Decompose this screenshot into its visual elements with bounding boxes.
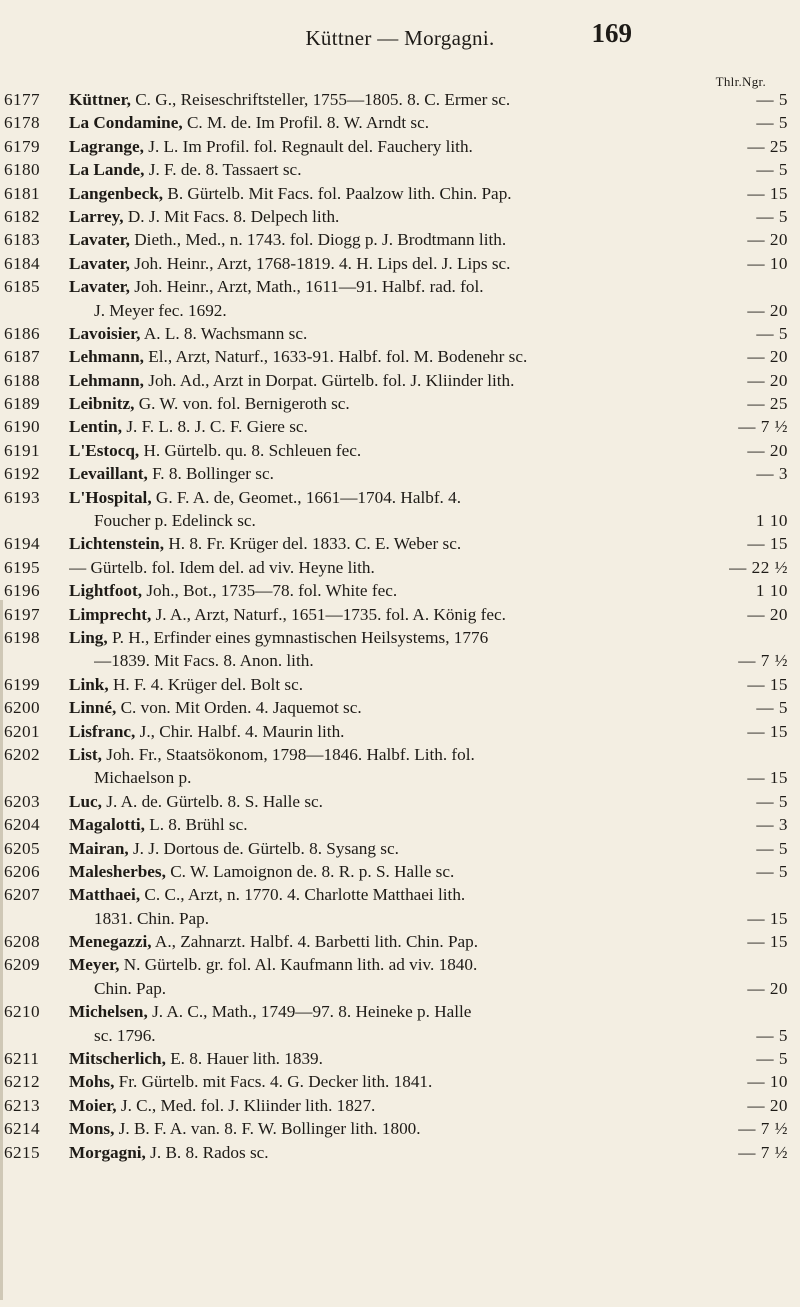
entry-line [0, 205, 800, 228]
catalog-entry [0, 696, 800, 719]
entry-text [69, 1141, 726, 1164]
entry-name: Mairan, [69, 838, 129, 858]
price-column-heading: Thlr.Ngr. [715, 74, 766, 89]
entry-number: 6206 [4, 861, 40, 881]
entry-description: H. F. 4. Krüger del. Bolt sc. [108, 674, 304, 694]
entry-price: — 5 [756, 113, 788, 133]
entry-price: — 5 [756, 861, 788, 881]
entry-description: J. C., Med. fol. J. Kliinder lith. 1827. [116, 1095, 376, 1115]
entry-text [69, 252, 726, 275]
entry-name: La Condamine, [69, 113, 183, 133]
entry-number: 6200 [4, 698, 40, 718]
entry-description: C. W. Lamoignon de. 8. R. p. S. Halle sc. [165, 861, 455, 881]
entry-number: 6197 [4, 604, 40, 624]
catalog-entry [0, 556, 800, 579]
entry-continuation-line [0, 299, 800, 322]
running-title: Küttner — Morgagni. [305, 26, 495, 50]
catalog-entry [0, 743, 800, 790]
entry-text [69, 696, 726, 719]
entry-description: C. G., Reiseschriftsteller, 1755—1805. 8. C. Ermer sc. [130, 90, 511, 109]
entry-text [69, 626, 726, 649]
entry-name: Küttner, [69, 90, 131, 109]
entry-number: 6204 [4, 815, 40, 835]
entry-description: Joh., Bot., 1735—78. fol. White fec. [142, 581, 398, 601]
entry-description: F. 8. Bollinger sc. [147, 464, 274, 484]
entry-price: — 15 [747, 674, 788, 694]
entry-number: 6201 [4, 721, 40, 741]
entry-name: Lehmann, [69, 347, 144, 367]
entry-line [0, 953, 800, 976]
entry-text [69, 486, 726, 509]
entry-text [69, 532, 726, 555]
entry-number: 6193 [4, 487, 40, 507]
catalog-entry [0, 111, 800, 134]
entry-description: C. von. Mit Orden. 4. Jaquemot sc. [116, 698, 362, 718]
entry-price: — 20 [747, 300, 788, 320]
catalog-entry [0, 322, 800, 345]
entry-price: — 20 [747, 604, 788, 624]
entry-number: 6214 [4, 1119, 40, 1139]
entry-name: Moier, [69, 1095, 117, 1115]
entry-description: —1839. Mit Facs. 8. Anon. lith. [94, 651, 314, 671]
entry-text [94, 649, 726, 672]
entry-price: — 20 [747, 440, 788, 460]
catalog-entry [0, 532, 800, 555]
entry-number: 6186 [4, 323, 40, 343]
entry-description: J. Meyer fec. 1692. [94, 300, 227, 320]
entry-text [69, 415, 726, 438]
entry-line [0, 1070, 800, 1093]
entry-price: — 5 [756, 206, 788, 226]
entry-name: Leibnitz, [69, 394, 135, 414]
entry-name: Link, [69, 674, 109, 694]
entry-line [0, 275, 800, 298]
entry-line [0, 743, 800, 766]
catalog-entry [0, 369, 800, 392]
entry-number: 6203 [4, 791, 40, 811]
entry-description: Fr. Gürtelb. mit Facs. 4. G. Decker lith. 1841. [114, 1072, 433, 1092]
entry-price: — 5 [756, 323, 788, 343]
entry-price: — 20 [747, 1095, 788, 1115]
entry-description: C. M. de. Im Profil. 8. W. Arndt sc. [182, 113, 430, 133]
entry-number: 6212 [4, 1072, 40, 1092]
catalog-entry [0, 392, 800, 415]
entry-number: 6208 [4, 932, 40, 952]
entry-price: 1 10 [755, 581, 788, 601]
entry-description: 1831. Chin. Pap. [94, 908, 210, 928]
entry-line [0, 228, 800, 251]
entry-text [69, 158, 726, 181]
entry-text [69, 556, 726, 579]
entry-text [69, 228, 726, 251]
entry-number: 6180 [4, 160, 40, 180]
entry-price: — 7 ½ [738, 417, 788, 437]
entry-name: Ling, [69, 627, 108, 647]
entry-continuation-line [0, 766, 800, 789]
catalog-entry [0, 860, 800, 883]
entry-name: L'Estocq, [69, 440, 140, 460]
entry-price: — 15 [747, 721, 788, 741]
catalog-entry [0, 275, 800, 322]
entry-description: L. 8. Brühl sc. [144, 815, 248, 835]
entry-continuation-line [0, 907, 800, 930]
entry-price: — 5 [756, 791, 788, 811]
entry-line [0, 930, 800, 953]
entry-name: Mitscherlich, [69, 1049, 166, 1069]
entry-line [0, 860, 800, 883]
entry-description: D. J. Mit Facs. 8. Delpech lith. [123, 206, 340, 226]
entry-description: N. Gürtelb. gr. fol. Al. Kaufmann lith. ad viv. 1840. [119, 955, 478, 975]
entry-price: — 7 ½ [738, 1119, 788, 1139]
entry-description: Joh. Heinr., Arzt, 1768-1819. 4. H. Lips del. J. Lips sc. [129, 253, 511, 273]
entry-text [69, 462, 726, 485]
entry-number: 6190 [4, 417, 40, 437]
entry-name: Lentin, [69, 417, 123, 437]
entry-text [69, 439, 726, 462]
entry-name: Meyer, [69, 955, 120, 975]
entry-price: — 10 [747, 253, 788, 273]
entry-price: — 20 [747, 370, 788, 390]
entry-text [69, 883, 726, 906]
entry-description: A., Zahnarzt. Halbf. 4. Barbetti lith. Chin. Pap. [151, 932, 479, 952]
entry-description: A. L. 8. Wachsmann sc. [140, 323, 308, 343]
entry-text [69, 1047, 726, 1070]
entry-description: El., Arzt, Naturf., 1633-91. Halbf. fol. M. Bodenehr sc. [143, 347, 528, 367]
entry-text [69, 743, 726, 766]
entry-name: Luc, [69, 791, 102, 811]
entry-text [69, 1094, 726, 1117]
catalog-entry [0, 88, 800, 111]
catalog-entry [0, 579, 800, 602]
entry-text [69, 392, 726, 415]
entry-number: 6213 [4, 1095, 40, 1115]
entry-price: 1 10 [755, 511, 788, 531]
catalog-entry [0, 345, 800, 368]
entry-text [69, 205, 726, 228]
entry-name: Linné, [69, 698, 117, 718]
entry-description: J. B. 8. Rados sc. [145, 1142, 269, 1162]
entry-description: Chin. Pap. [94, 978, 167, 998]
catalog-entry [0, 462, 800, 485]
entry-text [94, 766, 726, 789]
entry-line [0, 696, 800, 719]
entry-number: 6187 [4, 347, 40, 367]
entry-line [0, 135, 800, 158]
entry-description: G. W. von. fol. Bernigeroth sc. [134, 394, 350, 414]
page-number: 169 [591, 18, 632, 48]
entry-description: — Gürtelb. fol. Idem del. ad viv. Heyne lith. [69, 557, 375, 577]
entry-line [0, 322, 800, 345]
entry-number: 6184 [4, 253, 40, 273]
entry-price: — 7 ½ [738, 651, 788, 671]
entry-name: Michelsen, [69, 1002, 148, 1022]
entry-number: 6194 [4, 534, 40, 554]
entry-description: J. A. de. Gürtelb. 8. S. Halle sc. [101, 791, 323, 811]
catalog-entry [0, 1047, 800, 1070]
entry-price: — 3 [756, 815, 788, 835]
entry-price: — 15 [747, 534, 788, 554]
entry-text [94, 977, 726, 1000]
entry-line [0, 1047, 800, 1070]
entry-name: Mons, [69, 1119, 115, 1139]
entry-price: — 20 [747, 347, 788, 367]
entry-line [0, 673, 800, 696]
catalog-entry [0, 930, 800, 953]
entry-number: 6177 [4, 90, 40, 109]
entry-line [0, 720, 800, 743]
entry-line [0, 1094, 800, 1117]
entry-price: — 7 ½ [738, 1142, 788, 1162]
entry-continuation-line [0, 977, 800, 1000]
catalog-entry [0, 673, 800, 696]
entry-name: Mohs, [69, 1072, 115, 1092]
entry-text [69, 1117, 726, 1140]
catalog-entry [0, 953, 800, 1000]
entry-description: J. A., Arzt, Naturf., 1651—1735. fol. A. König fec. [151, 604, 506, 624]
entry-continuation-line [0, 649, 800, 672]
entry-description: J. F. de. 8. Tassaert sc. [144, 160, 302, 180]
entry-line [0, 532, 800, 555]
entry-name: Lichtenstein, [69, 534, 165, 554]
catalog-entry [0, 626, 800, 673]
entry-description: Joh. Fr., Staatsökonom, 1798—1846. Halbf. Lith. fol. [101, 744, 475, 764]
entry-description: Joh. Ad., Arzt in Dorpat. Gürtelb. fol. J. Kliinder lith. [143, 370, 515, 390]
entry-description: J. A. C., Math., 1749—97. 8. Heineke p. Halle [147, 1002, 472, 1022]
entry-number: 6199 [4, 674, 40, 694]
entry-name: Larrey, [69, 206, 124, 226]
entry-description: H. Gürtelb. qu. 8. Schleuen fec. [139, 440, 362, 460]
entry-price: — 5 [756, 1049, 788, 1069]
entry-description: E. 8. Hauer lith. 1839. [165, 1049, 323, 1069]
entry-text [94, 907, 726, 930]
entry-line [0, 111, 800, 134]
entry-line [0, 182, 800, 205]
catalog-entry [0, 790, 800, 813]
entry-number: 6209 [4, 955, 40, 975]
entry-price: — 15 [747, 768, 788, 788]
entry-name: Lagrange, [69, 136, 144, 156]
entry-name: List, [69, 744, 102, 764]
entry-description: Michaelson p. [94, 768, 192, 788]
entry-number: 6192 [4, 464, 40, 484]
catalog-entry [0, 603, 800, 626]
entry-number: 6202 [4, 744, 40, 764]
entry-text [69, 182, 726, 205]
entry-number: 6183 [4, 230, 40, 250]
entry-text [94, 1024, 726, 1047]
entry-name: Morgagni, [69, 1142, 146, 1162]
entry-number: 6178 [4, 113, 40, 133]
catalog-entry [0, 813, 800, 836]
entry-text [69, 837, 726, 860]
entry-description: Dieth., Med., n. 1743. fol. Diogg p. J. Brodtmann lith. [129, 230, 507, 250]
catalog-entry [0, 182, 800, 205]
entry-continuation-line [0, 1024, 800, 1047]
entry-text [69, 860, 726, 883]
entry-line [0, 369, 800, 392]
entry-text [69, 322, 726, 345]
entry-price: — 10 [747, 1072, 788, 1092]
entry-text [69, 813, 726, 836]
entry-number: 6182 [4, 206, 40, 226]
entry-description: J. L. Im Profil. fol. Regnault del. Fauchery lith. [143, 136, 473, 156]
catalog-entry [0, 228, 800, 251]
entry-text [69, 369, 726, 392]
entry-line [0, 415, 800, 438]
entry-number: 6211 [4, 1049, 40, 1069]
entry-price: — 22 ½ [729, 557, 788, 577]
entry-description: H. 8. Fr. Krüger del. 1833. C. E. Weber sc. [164, 534, 462, 554]
entry-number: 6198 [4, 627, 40, 647]
entry-price: — 25 [747, 394, 788, 414]
entry-name: Matthaei, [69, 885, 141, 905]
entry-line [0, 883, 800, 906]
entry-text [94, 509, 726, 532]
entry-line [0, 486, 800, 509]
entry-name: Menegazzi, [69, 932, 152, 952]
entry-line [0, 603, 800, 626]
entry-price: — 5 [756, 90, 788, 109]
entry-line [0, 462, 800, 485]
entry-description: J., Chir. Halbf. 4. Maurin lith. [135, 721, 345, 741]
catalog-entry [0, 1117, 800, 1140]
catalog-entry [0, 1141, 800, 1164]
entry-continuation-line [0, 509, 800, 532]
catalog-entry [0, 205, 800, 228]
entry-description: Foucher p. Edelinck sc. [94, 511, 256, 531]
entry-price: — 5 [756, 1025, 788, 1045]
entry-line [0, 556, 800, 579]
entry-price: — 20 [747, 230, 788, 250]
entry-number: 6196 [4, 581, 40, 601]
entry-price: — 5 [756, 838, 788, 858]
catalog-entry [0, 158, 800, 181]
catalog-entries [0, 88, 800, 1164]
entry-description: C. C., Arzt, n. 1770. 4. Charlotte Matthaei lith. [140, 885, 466, 905]
page-header [0, 18, 800, 58]
entry-text [69, 673, 726, 696]
entry-name: Magalotti, [69, 815, 145, 835]
entry-number: 6207 [4, 885, 40, 905]
entry-number: 6181 [4, 183, 40, 203]
entry-price: — 25 [747, 136, 788, 156]
entry-line [0, 392, 800, 415]
catalog-entry [0, 883, 800, 930]
catalog-entry [0, 486, 800, 533]
entry-description: sc. 1796. [94, 1025, 156, 1045]
entry-price: — 15 [747, 932, 788, 952]
entry-text [69, 111, 726, 134]
entry-description: Joh. Heinr., Arzt, Math., 1611—91. Halbf. rad. fol. [129, 277, 484, 297]
entry-name: Lisfranc, [69, 721, 136, 741]
entry-number: 6210 [4, 1002, 40, 1022]
entry-text [69, 275, 726, 298]
entry-number: 6205 [4, 838, 40, 858]
entry-text [69, 1000, 726, 1023]
entry-description: G. F. A. de, Geomet., 1661—1704. Halbf. 4. [151, 487, 462, 507]
entry-price: — 15 [747, 183, 788, 203]
entry-name: Lavater, [69, 253, 130, 273]
entry-description: J. J. Dortous de. Gürtelb. 8. Sysang sc. [128, 838, 399, 858]
catalog-entry [0, 135, 800, 158]
entry-line [0, 439, 800, 462]
entry-name: Langenbeck, [69, 183, 164, 203]
entry-text [69, 135, 726, 158]
entry-price: — 5 [756, 698, 788, 718]
entry-text [69, 603, 726, 626]
entry-text [69, 720, 726, 743]
entry-number: 6215 [4, 1142, 40, 1162]
catalog-entry [0, 1070, 800, 1093]
catalog-entry [0, 1094, 800, 1117]
entry-name: Lavater, [69, 277, 130, 297]
entry-line [0, 1141, 800, 1164]
entry-line [0, 158, 800, 181]
entry-description: J. F. L. 8. J. C. F. Giere sc. [122, 417, 308, 437]
entry-text [69, 1070, 726, 1093]
entry-text [69, 345, 726, 368]
entry-number: 6185 [4, 277, 40, 297]
entry-name: Malesherbes, [69, 861, 166, 881]
entry-price: — 5 [756, 160, 788, 180]
entry-number: 6191 [4, 440, 40, 460]
entry-price: — 3 [756, 464, 788, 484]
entry-line [0, 790, 800, 813]
entry-line [0, 1117, 800, 1140]
entry-number: 6188 [4, 370, 40, 390]
catalog-entry [0, 252, 800, 275]
catalog-entry [0, 439, 800, 462]
entry-text [94, 299, 726, 322]
entry-name: Lavoisier, [69, 323, 141, 343]
entry-text [69, 88, 726, 111]
entry-name: Lightfoot, [69, 581, 143, 601]
entry-description: B. Gürtelb. Mit Facs. fol. Paalzow lith. Chin. Pap. [163, 183, 512, 203]
entry-description: J. B. F. A. van. 8. F. W. Bollinger lith. 1800. [114, 1119, 421, 1139]
entry-text [69, 790, 726, 813]
entry-name: L'Hospital, [69, 487, 152, 507]
entry-line [0, 626, 800, 649]
entry-price: — 15 [747, 908, 788, 928]
entry-line [0, 88, 800, 111]
entry-line [0, 252, 800, 275]
entry-number: 6195 [4, 557, 40, 577]
catalog-entry [0, 837, 800, 860]
entry-line [0, 837, 800, 860]
entry-line [0, 1000, 800, 1023]
entry-name: Lavater, [69, 230, 130, 250]
entry-number: 6179 [4, 136, 40, 156]
entry-text [69, 930, 726, 953]
entry-line [0, 579, 800, 602]
entry-price: — 20 [747, 978, 788, 998]
entry-description: P. H., Erfinder eines gymnastischen Heilsystems, 1776 [107, 627, 489, 647]
entry-name: Levaillant, [69, 464, 148, 484]
catalog-entry [0, 1000, 800, 1047]
entry-text [69, 953, 726, 976]
entry-line [0, 345, 800, 368]
entry-name: Limprecht, [69, 604, 152, 624]
entry-name: Lehmann, [69, 370, 144, 390]
catalog-entry [0, 415, 800, 438]
entry-text [69, 579, 726, 602]
entry-line [0, 813, 800, 836]
entry-name: La Lande, [69, 160, 145, 180]
catalog-entry [0, 720, 800, 743]
entry-number: 6189 [4, 394, 40, 414]
